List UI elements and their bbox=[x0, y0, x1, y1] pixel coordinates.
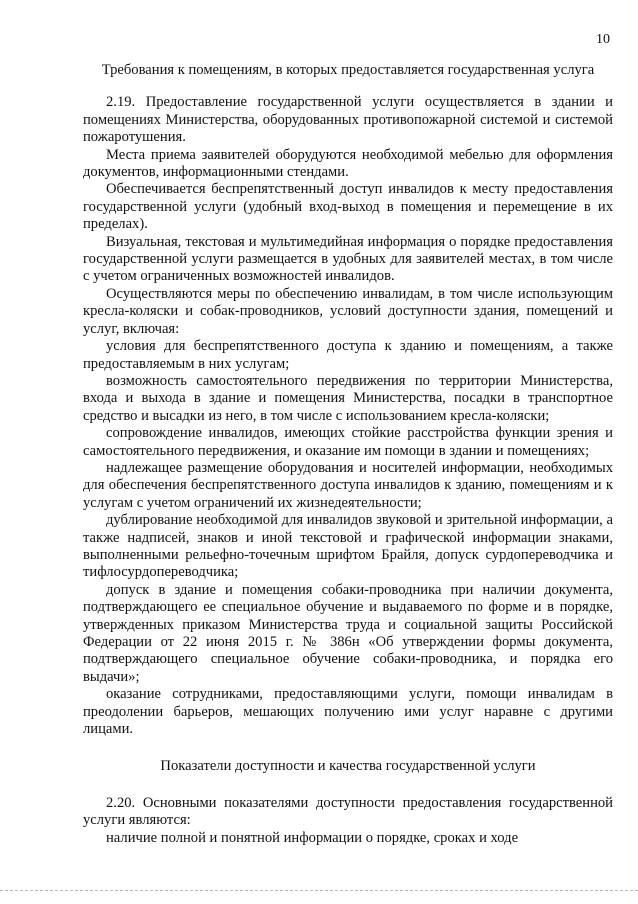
list-item-access-conditions: условия для беспрепятственного доступа к зданию и помещениям, а также предоставляемым в них услугам; bbox=[83, 338, 613, 372]
paragraph-reception-places: Места приема заявителей оборудуются необходимой мебелью для оформления документов, информационными стендами. bbox=[83, 146, 613, 181]
list-item-information-duplication: дублирование необходимой для инвалидов звуковой и зрительной информации, а также надписей, знаков и иной текстовой и графической информации знаками, выполненными рельефно-точечным шрифтом Брайля, допуск сурдопереводчика и тифлосурдопереводчика; bbox=[83, 512, 613, 581]
document-body bbox=[83, 62, 613, 847]
list-item-guide-dog-admission: допуск в здание и помещения собаки-проводника при наличии документа, подтверждающего ее специальное обучение и выдаваемого по форме и в порядке, утвержденных приказом Министерства труда и социальной защиты Российской Федерации от 22 июня 2015 г. № 386н «Об утверждении формы документа, подтверждающего специальное обучение собаки-проводника, и порядка его выдачи»; bbox=[83, 581, 613, 685]
paragraph-accessibility-measures: Осуществляются меры по обеспечению инвалидам, в том числе использующим кресла-коляски и собак-проводников, условий доступности здания, помещений и услуг, включая: bbox=[83, 285, 613, 337]
page-bottom-edge bbox=[0, 890, 638, 891]
page-number: 10 bbox=[596, 32, 610, 47]
paragraph-2-20: 2.20. Основными показателями доступности предоставления государственной услуги являются: bbox=[83, 794, 613, 829]
section-heading-premises-requirements: Требования к помещениям, в которых предоставляется государственная услуга bbox=[101, 62, 595, 78]
list-item-escort: сопровождение инвалидов, имеющих стойкие расстройства функции зрения и самостоятельного передвижения, и оказание им помощи в здании и помещениях; bbox=[83, 425, 613, 459]
list-item-independent-movement: возможность самостоятельного передвижения по территории Министерства, входа и выхода в здание и помещения Министерства, посадки в транспортное средство и высадки из него, в том числе с использованием кресла-коляски; bbox=[83, 372, 613, 424]
list-item-staff-assistance: оказание сотрудниками, предоставляющими услуги, помощи инвалидам в преодолении барьеров, мешающих получению ими услуг наравне с другими лицами. bbox=[83, 686, 613, 738]
paragraph-visual-information: Визуальная, текстовая и мультимедийная информация о порядке предоставления государственной услуги размещается в удобных для заявителей местах, в том числе с учетом ограниченных возможностей инвалидов. bbox=[83, 233, 613, 285]
section-heading-accessibility-indicators: Показатели доступности и качества государственной услуги bbox=[160, 758, 536, 775]
list-item-complete-information: наличие полной и понятной информации о порядке, сроках и ходе bbox=[106, 829, 519, 846]
paragraph-unobstructed-access: Обеспечивается беспрепятственный доступ инвалидов к месту предоставления государственной услуги (удобный вход-выход в помещения и перемещение в их пределах). bbox=[83, 181, 613, 233]
list-item-equipment-placement: надлежащее размещение оборудования и носителей информации, необходимых для обеспечения беспрепятственного доступа инвалидов к зданию, помещениям и к услугам с учетом ограничений их жизнедеятельности; bbox=[83, 459, 613, 511]
paragraph-2-19: 2.19. Предоставление государственной услуги осуществляется в здании и помещениях Министерства, оборудованных противопожарной системой и системой пожаротушения. bbox=[83, 94, 613, 146]
